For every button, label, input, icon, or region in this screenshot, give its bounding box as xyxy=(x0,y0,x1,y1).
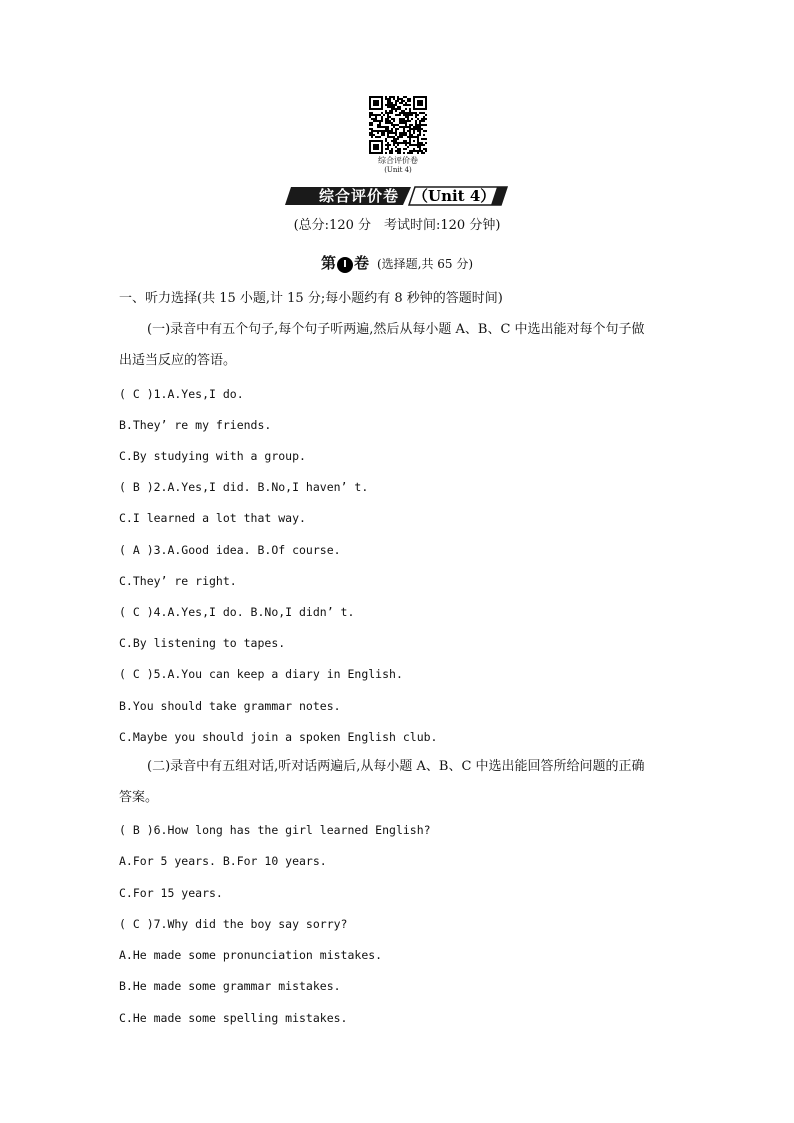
option-line: B.They’ re my friends. xyxy=(119,418,272,432)
option-line: C.By listening to tapes. xyxy=(119,636,286,650)
subpart2-instruction-cont: 答案。 xyxy=(119,790,159,805)
option-line: B.You should take grammar notes. xyxy=(119,699,341,713)
option-line: C.They’ re right. xyxy=(119,574,237,588)
question-line: ( B )6.How long has the girl learned English? xyxy=(119,823,431,837)
subpart1-instruction: (一)录音中有五个句子,每个句子听两遍,然后从每小题 A、B、C 中选出能对每个句子做 xyxy=(147,322,645,337)
qr-code-icon xyxy=(369,96,427,154)
subpart2-instruction: (二)录音中有五组对话,听对话两遍后,从每小题 A、B、C 中选出能回答所给问题的正确 xyxy=(147,759,645,774)
question-line: ( C )7.Why did the boy say sorry? xyxy=(119,917,348,931)
option-line: C.I learned a lot that way. xyxy=(119,511,306,525)
option-line: C.Maybe you should join a spoken English club. xyxy=(119,730,438,744)
section-roman-numeral: I xyxy=(337,257,353,273)
section-heading xyxy=(0,253,794,275)
banner-title: 综合评价卷 xyxy=(318,187,399,205)
question-line: ( C )4.A.Yes,I do. B.No,I didn’ t. xyxy=(119,605,355,619)
question-line: ( C )1.A.Yes,I do. xyxy=(119,387,244,401)
question-line: ( C )5.A.You can keep a diary in English. xyxy=(119,667,403,681)
question-line: ( A )3.A.Good idea. B.Of course. xyxy=(119,543,341,557)
option-line: C.He made some spelling mistakes. xyxy=(119,1011,348,1025)
section-prefix: 第 xyxy=(320,254,336,272)
option-line: A.He made some pronunciation mistakes. xyxy=(119,948,383,962)
title-banner xyxy=(285,185,510,207)
option-line: A.For 5 years. B.For 10 years. xyxy=(119,854,327,868)
section-suffix: 卷 xyxy=(353,254,369,272)
qr-caption: 综合评价卷 xyxy=(378,156,418,165)
subpart1-instruction-cont: 出适当反应的答语。 xyxy=(119,353,237,368)
qr-code-block xyxy=(365,96,431,175)
part1-heading: 一、听力选择(共 15 小题,计 15 分;每小题约有 8 秒钟的答题时间) xyxy=(119,291,503,306)
banner-unit: （Unit 4） xyxy=(413,187,496,205)
qr-subcaption: (Unit 4) xyxy=(384,166,412,174)
score-time-line: (总分:120 分 考试时间:120 分钟) xyxy=(293,218,501,233)
option-line: C.By studying with a group. xyxy=(119,449,306,463)
option-line: B.He made some grammar mistakes. xyxy=(119,979,341,993)
section-note: (选择题,共 65 分) xyxy=(376,257,474,271)
question-line: ( B )2.A.Yes,I did. B.No,I haven’ t. xyxy=(119,480,369,494)
option-line: C.For 15 years. xyxy=(119,886,223,900)
